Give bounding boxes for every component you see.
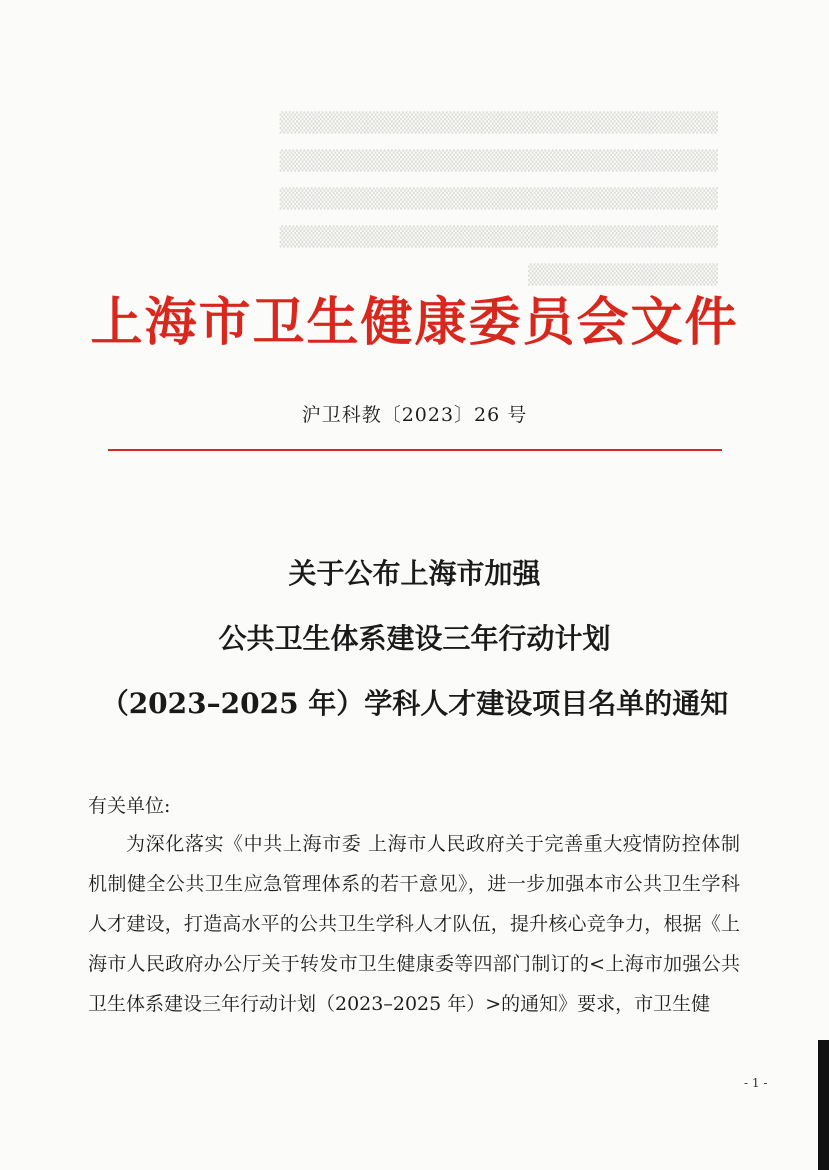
- reverse-side-bleed-through: ▒▒▒▒▒▒▒▒▒▒▒▒▒▒▒▒▒▒▒▒▒▒▒▒▒▒▒▒▒▒ ▒▒▒▒▒▒▒▒▒▒▒▒▒▒▒▒▒▒▒▒▒▒▒▒▒▒▒▒▒▒ ▒▒▒▒▒▒▒▒▒▒▒▒▒▒▒▒▒▒▒▒▒▒▒▒▒▒▒▒▒▒ ▒▒▒▒▒▒▒▒▒▒▒▒▒▒▒▒▒▒▒▒▒▒▒▒▒▒▒▒▒▒ ▒▒▒▒▒▒▒▒▒▒▒▒▒: [279, 112, 718, 286]
- body-paragraph: 为深化落实《中共上海市委 上海市人民政府关于完善重大疫情防控体制机制健全公共卫生应急管理体系的若干意见》，进一步加强本市公共卫生学科人才建设，打造高水平的公共卫生学科人才队伍，提升核心竞争力，根据《上海市人民政府办公厅关于转发市卫生健康委等四部门制订的<上海市加强公共卫生体系建设三年行动计划（2023–2025 年）>的通知》要求，市卫生健: [88, 833, 740, 1015]
- scan-edge-bar: [818, 1040, 829, 1170]
- notice-title-line-3: （2023–2025 年）学科人才建设项目名单的通知: [100, 687, 729, 720]
- agency-header-title: 上海市卫生健康委员会文件: [90, 292, 739, 353]
- document-number: 沪卫科教〔2023〕26 号: [301, 404, 528, 426]
- page-number: - 1 -: [744, 1076, 768, 1090]
- notice-title-line-1: 关于公布上海市加强: [288, 557, 541, 590]
- addressee: 有关单位:: [88, 795, 171, 817]
- notice-title-line-2: 公共卫生体系建设三年行动计划: [218, 622, 611, 655]
- header-red-rule: [108, 449, 722, 451]
